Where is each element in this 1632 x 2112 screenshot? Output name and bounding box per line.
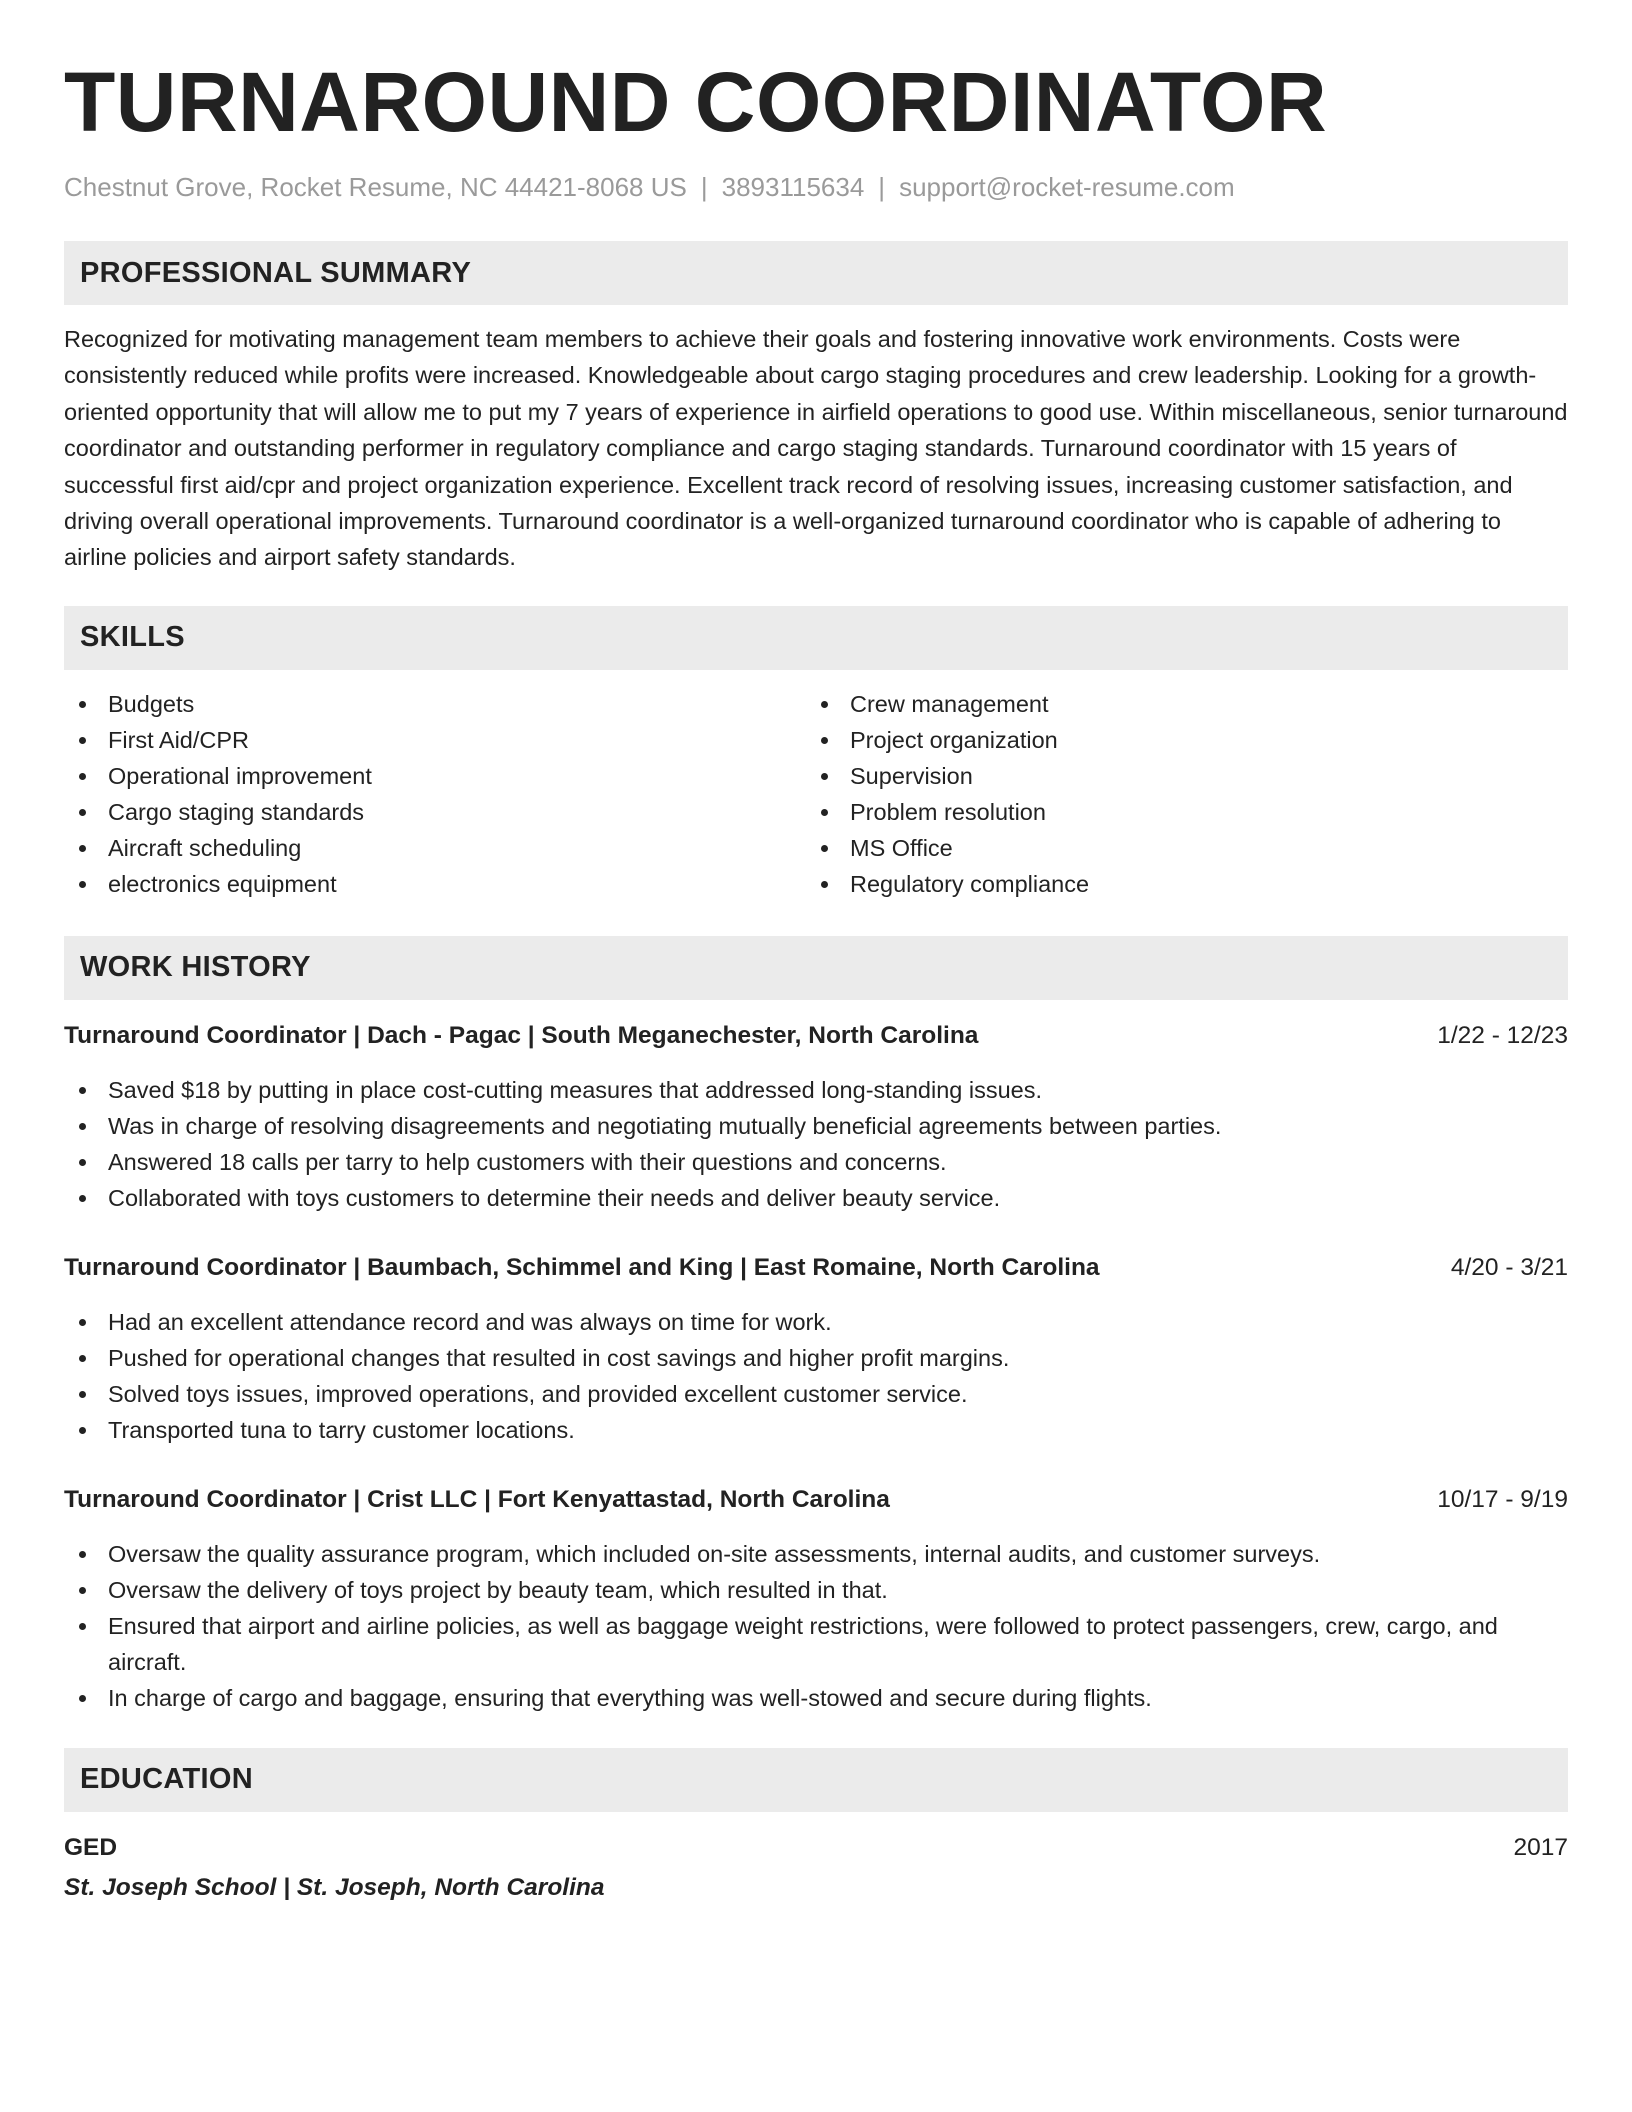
job-bullet: In charge of cargo and baggage, ensuring that everything was well-stowed and secure during flights. [64,1680,1568,1716]
candidate-name: TURNAROUND COORDINATOR [64,55,1328,149]
skill-item: Regulatory compliance [806,866,1548,902]
job-bullet: Pushed for operational changes that resulted in cost savings and higher profit margins. [64,1340,1568,1376]
education-year: 2017 [1513,1833,1568,1861]
job-bullets [64,1304,1568,1448]
job-header [64,1018,1568,1054]
job-bullet: Oversaw the quality assurance program, which included on-site assessments, internal audits, and customer surveys. [64,1536,1568,1572]
skills-column-right [806,686,1548,902]
job-heading: Turnaround Coordinator | Dach - Pagac | South Meganechester, North Carolina [64,1021,979,1049]
skill-item: Supervision [806,758,1548,794]
job-bullets [64,1072,1568,1216]
job-header [64,1250,1568,1286]
skill-item: Project organization [806,722,1548,758]
job-bullet: Had an excellent attendance record and was always on time for work. [64,1304,1568,1340]
contact-line [64,170,1568,204]
skill-item: Cargo staging standards [64,794,806,830]
skills-list [64,686,1568,902]
job-bullet: Oversaw the delivery of toys project by beauty team, which resulted in that. [64,1572,1568,1608]
job-entry [64,1482,1568,1716]
skill-item: Operational improvement [64,758,806,794]
contact-email: support@rocket-resume.com [899,172,1235,202]
skill-item: Budgets [64,686,806,722]
section-header-summary: PROFESSIONAL SUMMARY [64,241,1568,305]
education-header [64,1830,1568,1866]
skill-item: electronics equipment [64,866,806,902]
education-school: St. Joseph School | St. Joseph, North Carolina [64,1873,605,1901]
job-bullet: Collaborated with toys customers to determine their needs and deliver beauty service. [64,1180,1568,1216]
job-bullet: Was in charge of resolving disagreements and negotiating mutually beneficial agreements between parties. [64,1108,1568,1144]
job-bullet: Answered 18 calls per tarry to help customers with their questions and concerns. [64,1144,1568,1180]
contact-separator: | [700,172,708,202]
skills-column-left [64,686,806,902]
skill-item: First Aid/CPR [64,722,806,758]
education-degree: GED [64,1833,118,1861]
contact-separator: | [878,172,886,202]
job-header [64,1482,1568,1518]
job-bullet: Ensured that airport and airline policies, as well as baggage weight restrictions, were followed to protect passengers, crew, cargo, and aircraft. [64,1608,1568,1680]
skill-item: Crew management [806,686,1548,722]
job-bullets [64,1536,1568,1716]
job-entry [64,1018,1568,1216]
skill-item: MS Office [806,830,1548,866]
job-heading: Turnaround Coordinator | Crist LLC | Fort Kenyattastad, North Carolina [64,1485,890,1513]
skill-item: Aircraft scheduling [64,830,806,866]
job-bullet: Solved toys issues, improved operations, and provided excellent customer service. [64,1376,1568,1412]
job-heading: Turnaround Coordinator | Baumbach, Schimmel and King | East Romaine, North Carolina [64,1253,1100,1281]
job-entry [64,1250,1568,1448]
resume-page [64,52,1568,1906]
job-bullet: Transported tuna to tarry customer locations. [64,1412,1568,1448]
contact-address: Chestnut Grove, Rocket Resume, NC 44421-8068 US [64,172,687,202]
contact-phone: 3893115634 [721,172,865,202]
section-header-skills: SKILLS [64,606,1568,670]
summary-text: Recognized for motivating management team members to achieve their goals and fostering innovative work environments. Costs were consistently reduced while profits were increased. Knowledgeable about cargo staging procedures and crew leadership. Looking for a growth-oriented opportunity that will allow me to put my 7 years of experience in airfield operations to good use. Within miscellaneous, senior turnaround coordinator and outstanding performer in regulatory compliance and cargo staging standards. Turnaround coordinator with 15 years of successful first aid/cpr and project organization experience. Excellent track record of resolving issues, increasing customer satisfaction, and driving overall operational improvements. Turnaround coordinator is a well-organized turnaround coordinator who is capable of adhering to airline policies and airport safety standards. [64,326,1568,571]
job-dates: 10/17 - 9/19 [1437,1485,1568,1513]
section-header-work-history: WORK HISTORY [64,936,1568,1000]
section-header-education: EDUCATION [64,1748,1568,1812]
job-dates: 4/20 - 3/21 [1450,1253,1568,1281]
job-dates: 1/22 - 12/23 [1437,1021,1568,1049]
skill-item: Problem resolution [806,794,1548,830]
job-bullet: Saved $18 by putting in place cost-cutting measures that addressed long-standing issues. [64,1072,1568,1108]
